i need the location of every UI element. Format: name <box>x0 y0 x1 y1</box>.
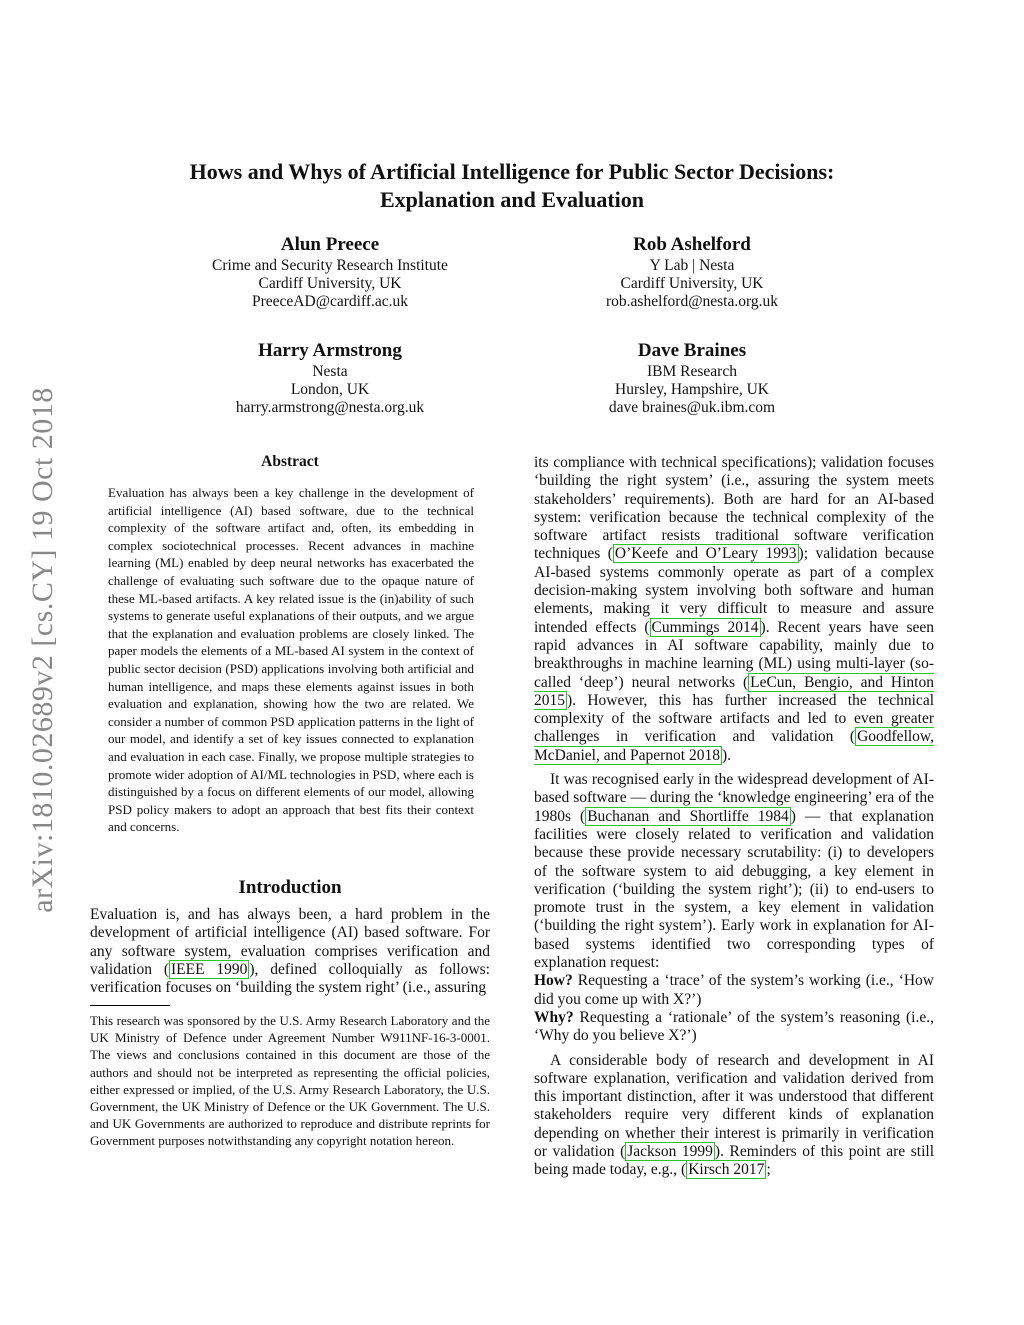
author-location: Cardiff University, UK <box>620 275 764 292</box>
author-affiliation: IBM Research <box>647 363 737 380</box>
abstract-heading: Abstract <box>261 453 319 470</box>
author-block <box>532 233 852 311</box>
paragraph-text: its compliance with technical specifications); validation focuses ‘building the right system’ (i.e., assuring the system meets stakeholders’ requirements). Both are hard for an AI-based system: verification because the technical complexity of the software artifact resists traditional software verification techniques ( <box>534 454 934 563</box>
introduction-heading: Introduction <box>238 877 342 898</box>
right-column <box>534 454 934 1180</box>
why-text: Requesting a ‘rationale’ of the system’s reasoning (i.e., ‘Why do you believe X?’) <box>534 1008 934 1045</box>
paragraph-text: ; <box>766 1161 771 1179</box>
how-item <box>534 972 934 1009</box>
how-label: How? <box>534 972 573 990</box>
citation-link[interactable]: Cummings 2014 <box>651 618 759 636</box>
footnote: This research was sponsored by the U.S. Army Research Laboratory and the UK Ministry of Defence under Agreement Number W911NF-16-3-0001. The views and conclusions contained in this document are those of the authors and should not be interpreted as representing the official policies, either expressed or implied, of the U.S. Army Research Laboratory, the U.S. Government, the UK Ministry of Defence or the UK Government. The U.S. and UK Governments are authorized to reproduce and distribute reprints for Government purposes notwithstanding any copyright notation hereon. <box>90 1013 490 1149</box>
why-label: Why? <box>534 1008 574 1026</box>
author-name: Harry Armstrong <box>258 340 402 361</box>
author-block <box>170 339 490 417</box>
author-location: Hursley, Hampshire, UK <box>615 381 769 398</box>
citation-link[interactable]: Jackson 1999 <box>627 1142 713 1160</box>
citation-link[interactable]: Kirsch 2017 <box>688 1161 765 1179</box>
paragraph <box>534 771 934 972</box>
citation-link[interactable]: LeCun, Bengio, and Hinton 2015 <box>534 673 934 709</box>
author-affiliation: Crime and Security Research Institute <box>212 257 448 274</box>
author-email: PreeceAD@cardiff.ac.uk <box>252 293 408 310</box>
why-item <box>534 1009 934 1046</box>
intro-text: ), defined colloquially as follows: verification focuses on ‘building the system right’ (i.e., assuring <box>90 960 490 997</box>
citation-link[interactable]: IEEE 1990 <box>170 960 248 978</box>
paragraph-text: ) — that explanation facilities were closely related to verification and validation because these provide necessary scrutability: (i) to developers of the software system to aid debugging, a key element in verification (‘building the system right’); (ii) to end-users to promote trust in the system, a key element in validation (‘building the right system’). Early work in explanation for AI-based systems identified two corresponding types of explanation request: <box>534 807 935 972</box>
intro-paragraph <box>90 906 490 997</box>
abstract-text: Evaluation has always been a key challenge in the development of artificial intelligence (AI) based software, due to the technical complexity of the software artifact and, often, its embedding in complex sociotechnical processes. Recent advances in machine learning (ML) enabled by deep neural networks has exacerbated the challenge of evaluating such software due to the opaque nature of these ML-based artifacts. A key related issue is the (in)ability of such systems to generate useful explanations of their outputs, and we argue that the explanation and evaluation problems are closely linked. The paper models the elements of a ML-based AI system in the context of public sector decision (PSD) applications involving both artificial and human intelligence, and maps these elements against issues in both evaluation and explanation, showing how the two are related. We consider a number of common PSD application patterns in the light of our model, and identify a set of key issues connected to explanation and evaluation in each case. Finally, we propose multiple strategies to promote wider adoption of AI/ML technologies in PSD, where each is distinguished by a focus on different elements of our model, allowing PSD policy makers to adopt an approach that best fits their context and concerns. <box>108 485 474 835</box>
intro-text: Evaluation is, and has always been, a hard problem in the development of artificial intelligence (AI) based software. For any software system, evaluation comprises verification and validation ( <box>90 906 490 978</box>
citation-link[interactable]: Buchanan and Shortliffe 1984 <box>587 807 789 825</box>
how-text: Requesting a ‘trace’ of the system’s working (i.e., ‘How did you come up with X?’) <box>534 972 934 1008</box>
paragraph-text: ). Reminders of this point are still being made today, e.g., ( <box>534 1142 935 1179</box>
author-location: Cardiff University, UK <box>258 275 402 292</box>
paragraph-text: A considerable body of research and development in AI software explanation, verification and validation derived from this important distinction, after it was understood that different stakeholders require very different kinds of explanation depending on whether their interest is primarily in verification or validation ( <box>534 1051 934 1160</box>
author-affiliation: Y Lab | Nesta <box>649 257 735 274</box>
paragraph-text: ); validation because AI-based systems commonly operate as part of a complex decision-making system involving both software and human elements, making it very difficult to measure and assure intended effects ( <box>534 545 934 636</box>
arxiv-id: arXiv:1810.02689v2 [cs.CY] 19 Oct 2018 <box>26 387 59 913</box>
paragraph-text: It was recognised early in the widespread development of AI-based software — during the ‘knowledge engineering’ era of the 1980s ( <box>534 771 934 825</box>
paragraph <box>534 454 934 765</box>
paragraph <box>534 1052 934 1180</box>
author-name: Rob Ashelford <box>633 234 751 255</box>
author-affiliation: Nesta <box>312 363 348 380</box>
footnote-rule <box>90 1005 170 1006</box>
paragraph-text: ). Recent years have seen rapid advances in AI software capability, mainly due to breakthroughs in machine learning (ML) using multi-layer (so-called ‘deep’) neural networks ( <box>534 618 934 691</box>
author-location: London, UK <box>290 381 370 398</box>
citation-link[interactable]: Goodfellow, McDaniel, and Papernot 2018 <box>534 728 934 764</box>
author-name: Dave Braines <box>637 340 747 361</box>
author-name: Alun Preece <box>280 234 380 255</box>
citation-link[interactable]: O’Keefe and O’Leary 1993 <box>614 545 797 563</box>
title-line-2: Explanation and Evaluation <box>379 187 645 212</box>
author-email: dave braines@uk.ibm.com <box>608 399 776 416</box>
author-block <box>170 233 490 311</box>
arxiv-sidebar <box>26 360 60 940</box>
title-line-1: Hows and Whys of Artificial Intelligence for Public Sector Decisions: <box>189 159 835 184</box>
author-email: rob.ashelford@nesta.org.uk <box>606 293 778 310</box>
author-email: harry.armstrong@nesta.org.uk <box>235 399 425 416</box>
paper-title <box>140 158 884 214</box>
author-block <box>532 339 852 417</box>
paragraph-text: ). However, this has further increased the technical complexity of the software artifacts and led to even greater challenges in verification and validation ( <box>534 691 934 746</box>
paragraph-text: ). <box>721 746 732 764</box>
